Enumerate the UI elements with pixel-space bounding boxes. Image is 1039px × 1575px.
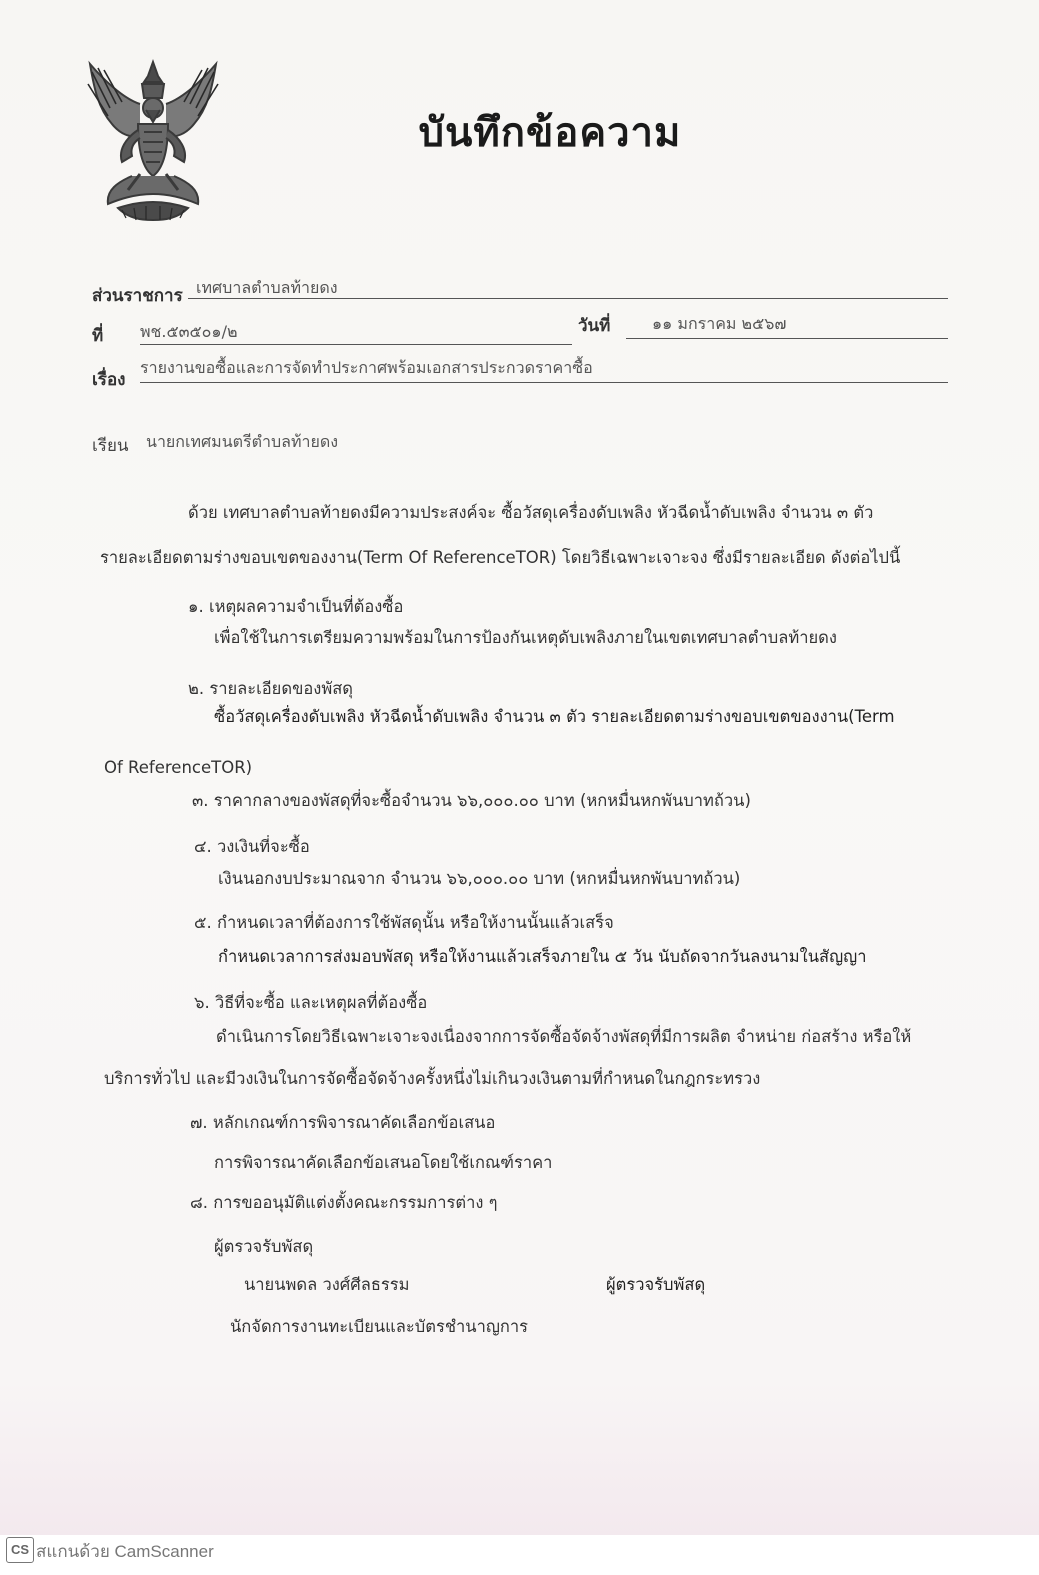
date-value: ๑๑ มกราคม ๒๕๖๗ [652, 314, 787, 333]
intro-line-2: รายละเอียดตามร่างขอบเขตของงาน(Term Of ReferenceTOR) โดยวิธีเฉพาะเจาะจง ซึ่งมีรายละเอียด ดังต่อไปนี้ [100, 548, 901, 567]
camscanner-watermark: สแกนด้วย CamScanner [36, 1542, 214, 1561]
garuda-emblem [82, 58, 224, 222]
camscanner-logo: CS [6, 1537, 34, 1563]
to-label: เรียน [92, 436, 129, 456]
committee-member-name: นายนพดล วงศ์ศีลธรรม [244, 1275, 410, 1294]
section-3-heading: ๓. ราคากลางของพัสดุที่จะซื้อจำนวน ๖๖,๐๐๐.๐๐ บาท (หกหมื่นหกพันบาทถ้วน) [192, 791, 751, 810]
section-6-heading: ๖. วิธีที่จะซื้อ และเหตุผลที่ต้องซื้อ [194, 993, 428, 1012]
memo-title: บันทึกข้อความ [418, 109, 682, 156]
section-2-heading: ๒. รายละเอียดของพัสดุ [188, 679, 353, 698]
section-7-heading: ๗. หลักเกณฑ์การพิจารณาคัดเลือกข้อเสนอ [190, 1113, 496, 1132]
ref-value: พช.๕๓๕๐๑/๒ [140, 322, 238, 341]
to-value: นายกเทศมนตรีตำบลท้ายดง [146, 432, 339, 451]
section-2-text-2: Of ReferenceTOR) [104, 758, 253, 777]
committee-member-position: นักจัดการงานทะเบียนและบัตรชำนาญการ [230, 1317, 529, 1336]
section-4-heading: ๔. วงเงินที่จะซื้อ [194, 837, 310, 856]
ref-line [140, 344, 572, 345]
section-2-text-1: ซื้อวัสดุเครื่องดับเพลิง หัวฉีดน้ำดับเพลิง จำนวน ๓ ตัว รายละเอียดตามร่างขอบเขตของงาน(Term [214, 707, 895, 726]
section-5-text: กำหนดเวลาการส่งมอบพัสดุ หรือให้งานแล้วเสร็จภายใน ๕ วัน นับถัดจากวันลงนามในสัญญา [218, 947, 867, 966]
agency-value: เทศบาลตำบลท้ายดง [196, 278, 338, 297]
date-label: วันที่ [578, 316, 611, 336]
committee-member-role: ผู้ตรวจรับพัสดุ [606, 1275, 706, 1294]
section-6-text-1: ดำเนินการโดยวิธีเฉพาะเจาะจงเนื่องจากการจัดซื้อจัดจ้างพัสดุที่มีการผลิต จำหน่าย ก่อสร้าง หรือให้ [216, 1027, 912, 1046]
section-5-heading: ๕. กำหนดเวลาที่ต้องการใช้พัสดุนั้น หรือให้งานนั้นแล้วเสร็จ [194, 913, 614, 932]
ref-label: ที่ [92, 326, 104, 346]
intro-line-1: ด้วย เทศบาลตำบลท้ายดงมีความประสงค์จะ ซื้อวัสดุเครื่องดับเพลิง หัวฉีดน้ำดับเพลิง จำนวน ๓ ตัว [188, 503, 874, 522]
agency-label: ส่วนราชการ [92, 286, 183, 306]
section-7-text: การพิจารณาคัดเลือกข้อเสนอโดยใช้เกณฑ์ราคา [214, 1153, 553, 1172]
section-8-heading: ๘. การขออนุมัติแต่งตั้งคณะกรรมการต่าง ๆ [190, 1193, 498, 1212]
subject-value: รายงานขอซื้อและการจัดทำประกาศพร้อมเอกสารประกวดราคาซื้อ [140, 358, 593, 377]
section-6-text-2: บริการทั่วไป และมีวงเงินในการจัดซื้อจัดจ้างครั้งหนึ่งไม่เกินวงเงินตามที่กำหนดในกฎกระทรวง [104, 1069, 761, 1088]
subject-line [140, 382, 948, 383]
section-8-subheading: ผู้ตรวจรับพัสดุ [214, 1237, 314, 1256]
section-1-heading: ๑. เหตุผลความจำเป็นที่ต้องซื้อ [188, 597, 404, 616]
subject-label: เรื่อง [92, 370, 126, 390]
section-4-text: เงินนอกงบประมาณจาก จำนวน ๖๖,๐๐๐.๐๐ บาท (หกหมื่นหกพันบาทถ้วน) [218, 869, 741, 888]
date-line [626, 338, 948, 339]
section-1-text: เพื่อใช้ในการเตรียมความพร้อมในการป้องกันเหตุดับเพลิงภายในเขตเทศบาลตำบลท้ายดง [214, 628, 837, 647]
agency-line [188, 298, 948, 299]
